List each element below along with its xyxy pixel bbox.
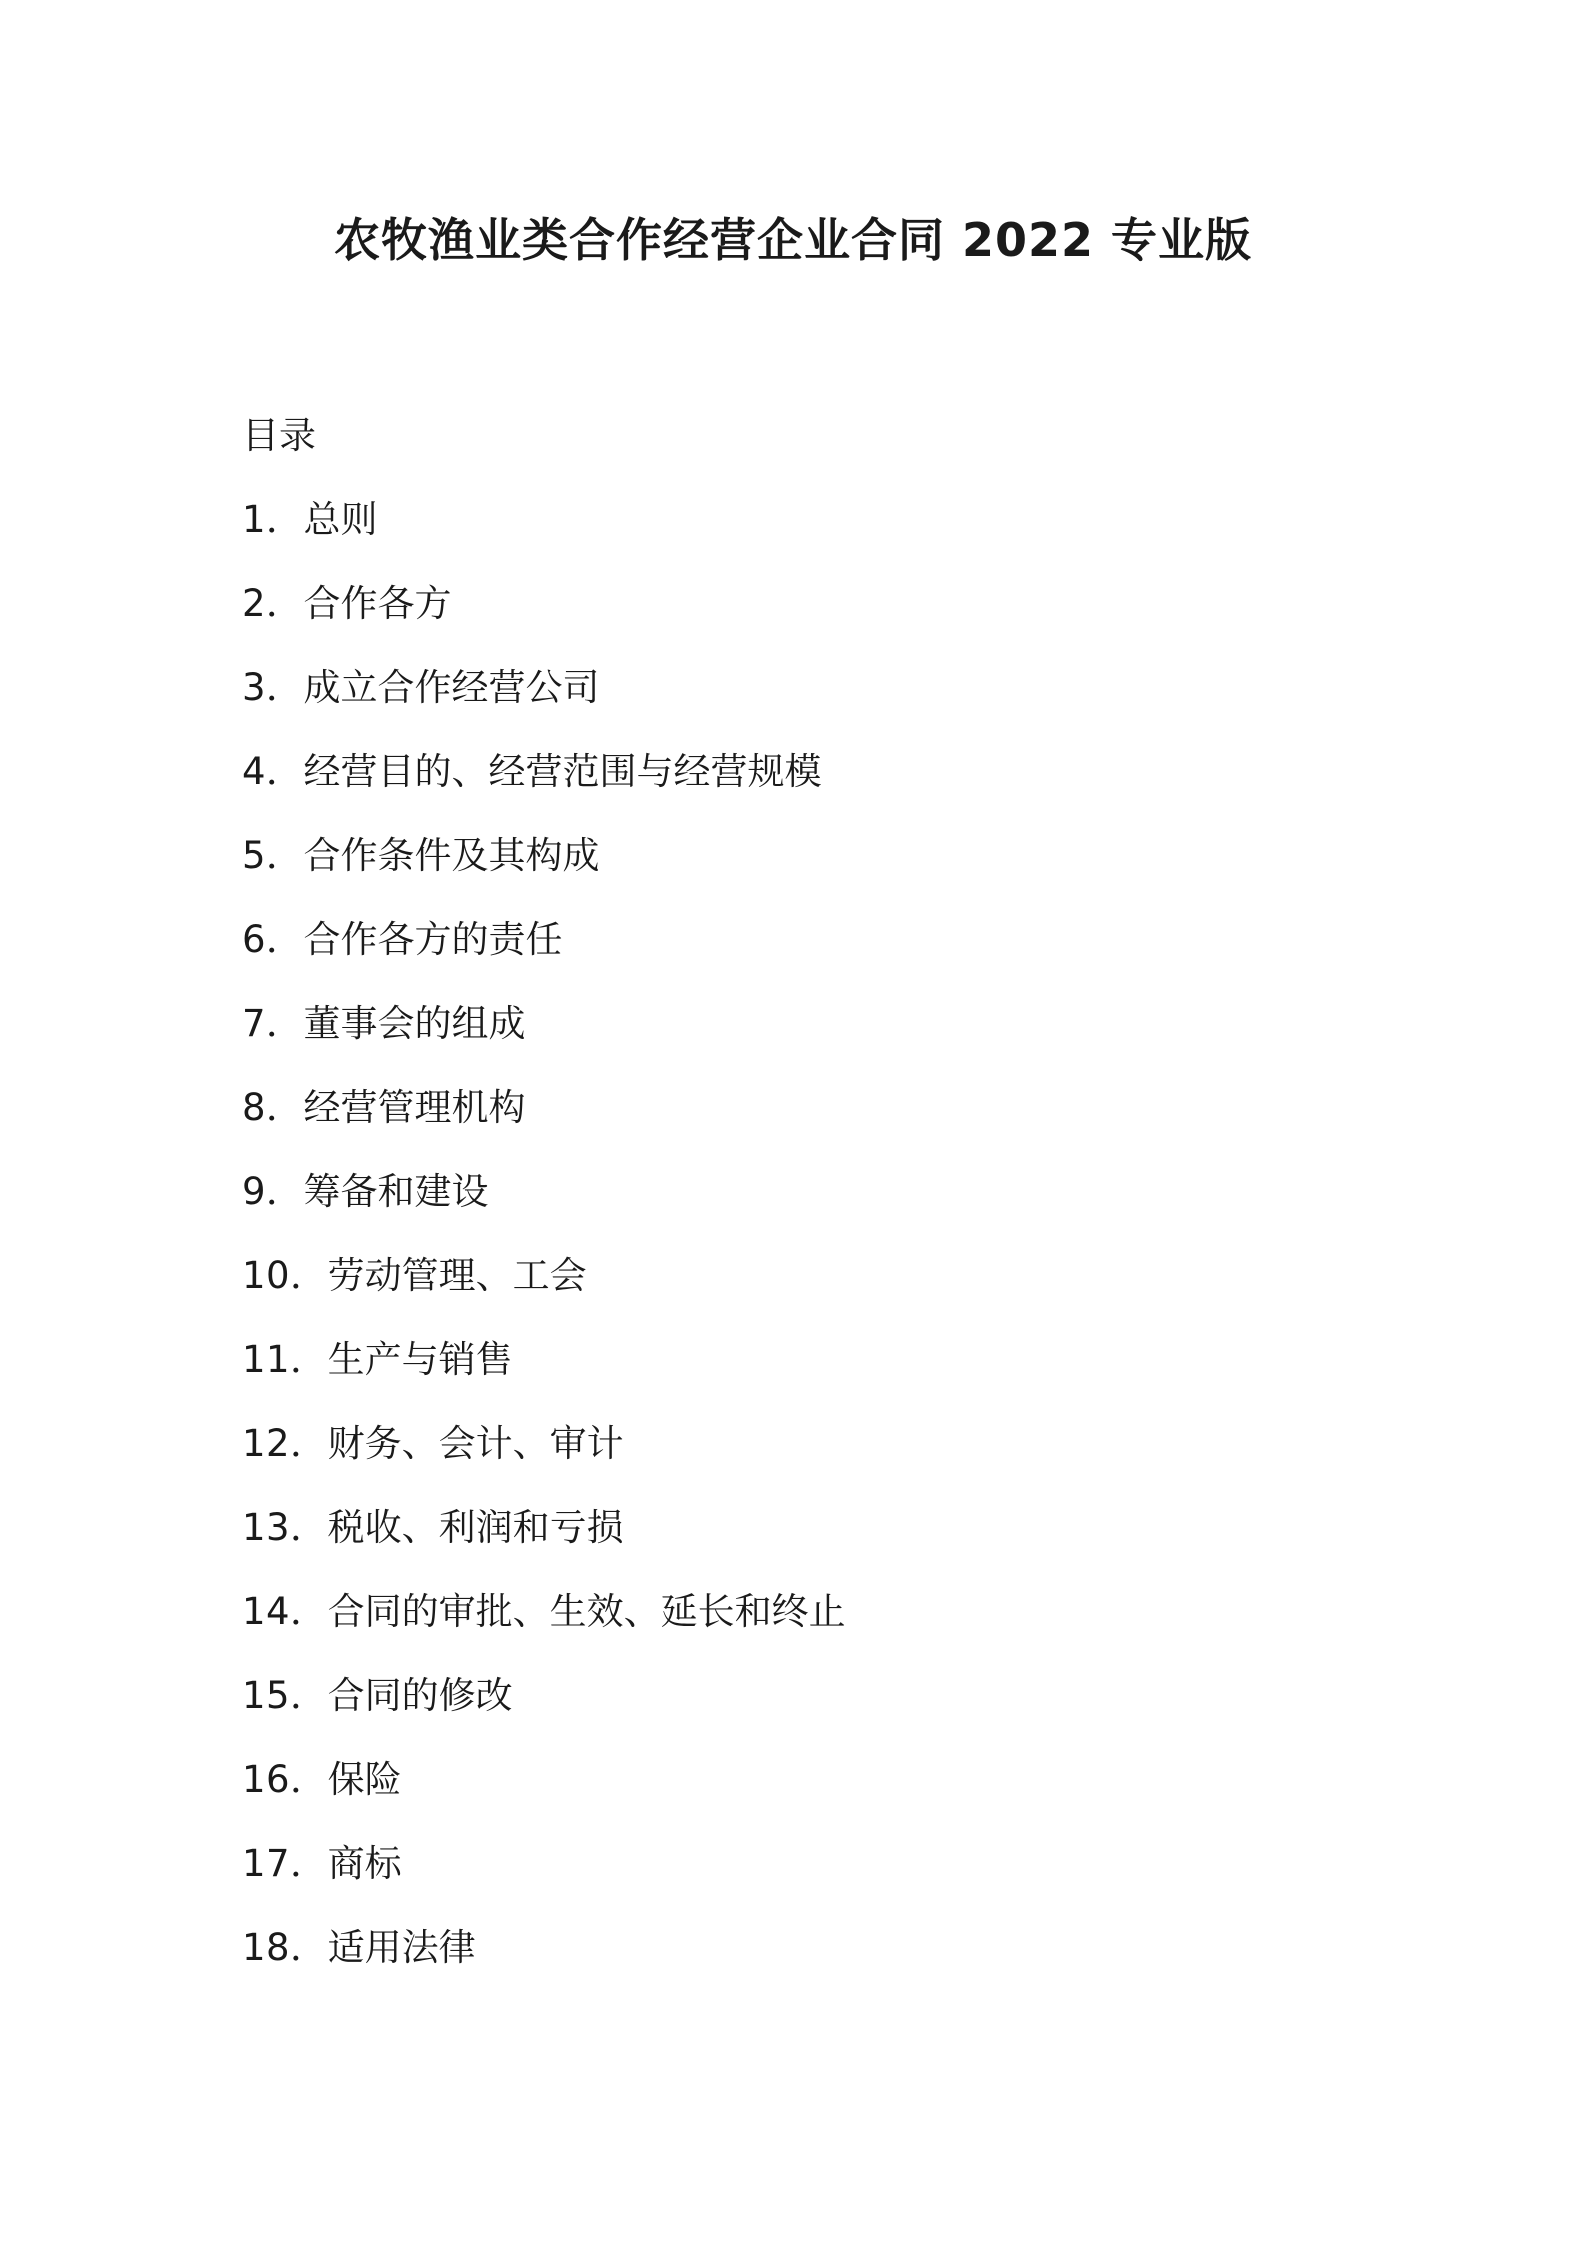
toc-item [242,996,1392,1052]
toc-item [242,1836,1392,1892]
toc-item-number: 8． [242,1086,304,1129]
toc-item-number: 17． [242,1842,328,1885]
toc-item-label: 适用法律 [327,1926,476,1969]
toc-item [242,1668,1392,1724]
toc-item-label: 财务、会计、审计 [327,1422,624,1465]
toc-item-label: 董事会的组成 [303,1002,526,1045]
toc-item-number: 6． [242,918,304,961]
toc-item [242,1416,1392,1472]
toc-item [242,744,1392,800]
toc-item-label: 劳动管理、工会 [327,1254,587,1297]
table-of-contents [242,408,1392,1976]
toc-item [242,1752,1392,1808]
toc-item-number: 10． [242,1254,328,1297]
toc-item [242,576,1392,632]
toc-item-label: 合同的审批、生效、延长和终止 [327,1590,846,1633]
toc-item-label: 成立合作经营公司 [303,666,600,709]
toc-item [242,828,1392,884]
toc-item-number: 1． [242,498,304,541]
toc-item-number: 7． [242,1002,304,1045]
toc-item-number: 9． [242,1170,304,1213]
toc-item-number: 12． [242,1422,328,1465]
toc-item-number: 15． [242,1674,328,1717]
toc-item-label: 合同的修改 [327,1674,513,1717]
toc-item-number: 11． [242,1338,328,1381]
toc-heading: 目录 [242,414,316,457]
toc-item-number: 13． [242,1506,328,1549]
toc-item [242,492,1392,548]
toc-item-number: 16． [242,1758,328,1801]
toc-item [242,912,1392,968]
toc-item-label: 合作各方的责任 [303,918,563,961]
toc-item-number: 14． [242,1590,328,1633]
toc-item-number: 4． [242,750,304,793]
toc-item-label: 合作条件及其构成 [303,834,600,877]
toc-item [242,1920,1392,1976]
toc-item-label: 总则 [303,498,378,541]
toc-item-number: 5． [242,834,304,877]
toc-item-label: 经营目的、经营范围与经营规模 [303,750,822,793]
toc-item-label: 经营管理机构 [303,1086,526,1129]
toc-item-label: 商标 [327,1842,402,1885]
toc-item [242,1584,1392,1640]
toc-item-number: 18． [242,1926,328,1969]
toc-item-label: 税收、利润和亏损 [327,1506,624,1549]
toc-list [242,492,1392,1976]
toc-item [242,1164,1392,1220]
toc-item [242,1080,1392,1136]
toc-item [242,1332,1392,1388]
toc-item-label: 生产与销售 [327,1338,513,1381]
toc-item-label: 筹备和建设 [303,1170,489,1213]
toc-item [242,1500,1392,1556]
toc-item-number: 2． [242,582,304,625]
toc-item-label: 保险 [327,1758,402,1801]
document-title: 农牧渔业类合作经营企业合同 2022 专业版 [333,213,1253,267]
toc-item [242,1248,1392,1304]
toc-item-number: 3． [242,666,304,709]
toc-item [242,660,1392,716]
toc-item-label: 合作各方 [303,582,452,625]
